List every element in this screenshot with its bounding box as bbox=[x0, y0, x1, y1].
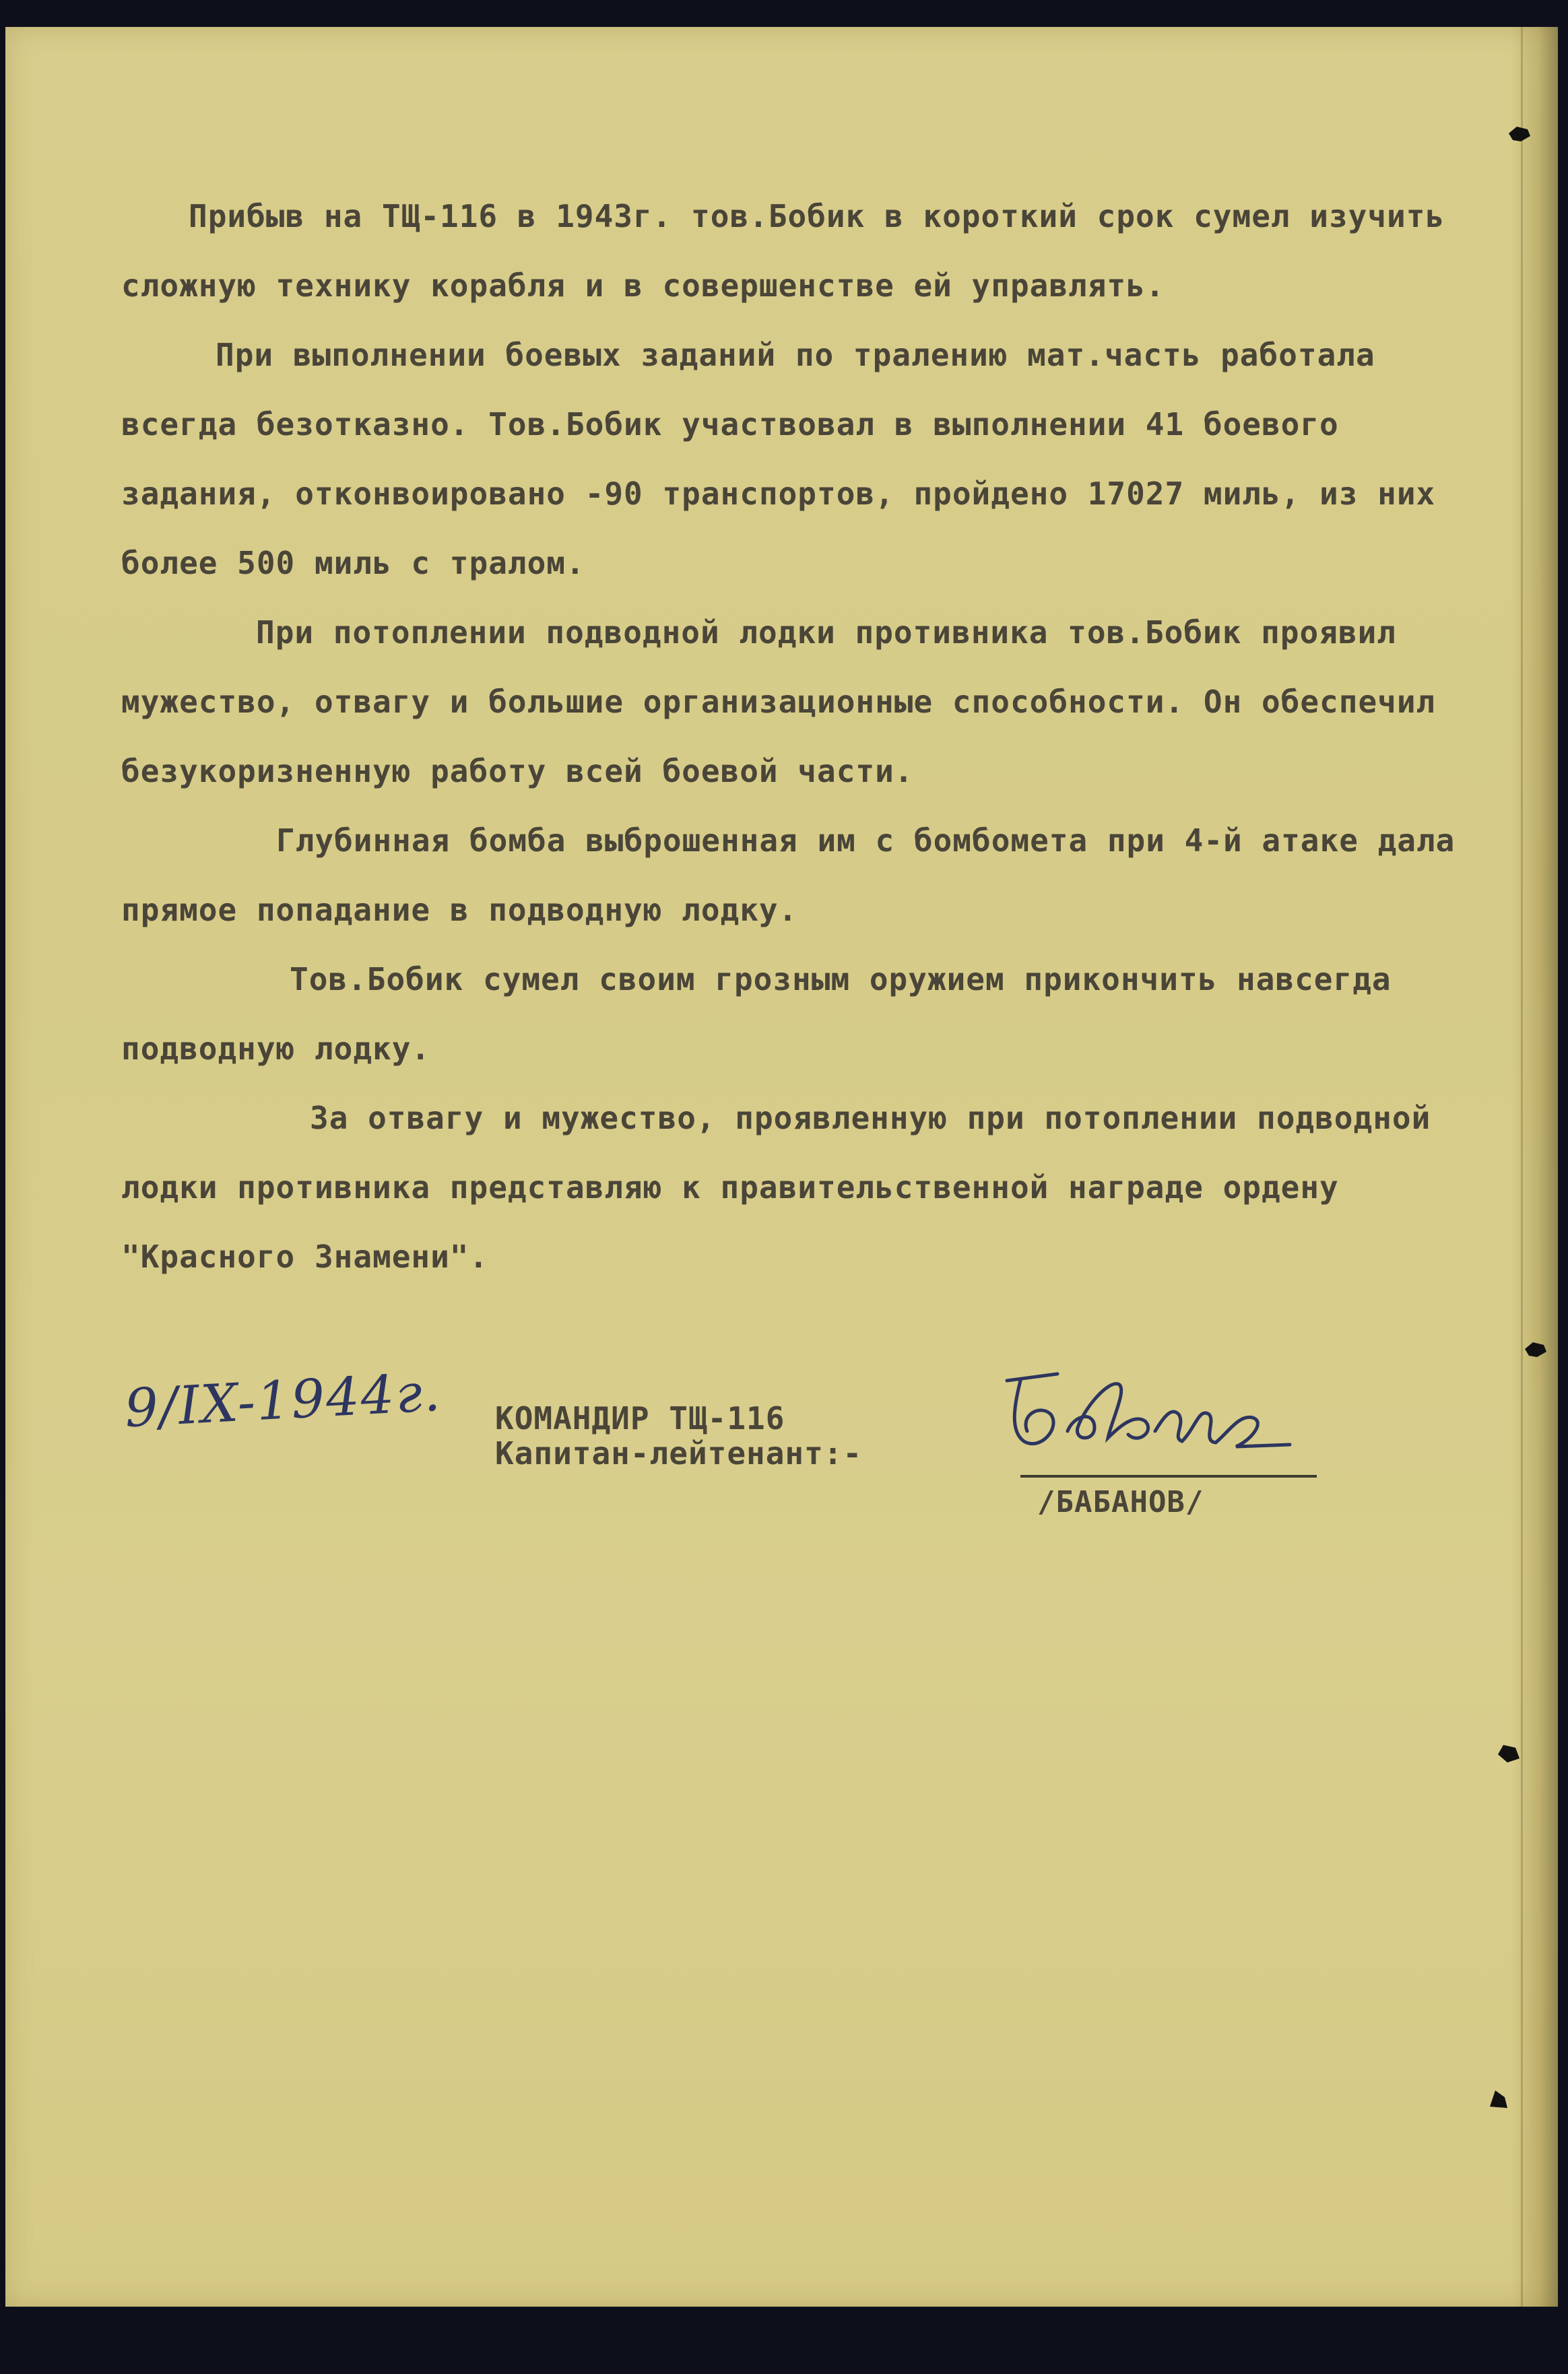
paragraph-finish-submarine: Тов.Бобик сумел своим грозным оружием прикончить навсегда подводную лодку. bbox=[121, 961, 1411, 1067]
signer-name: /БАБАНОВ/ bbox=[1037, 1485, 1204, 1519]
punch-hole-mark bbox=[1487, 2088, 1511, 2112]
punch-hole-mark bbox=[1497, 1741, 1521, 1765]
commander-rank: Капитан-лейтенант:- bbox=[495, 1435, 863, 1472]
handwritten-signature bbox=[993, 1367, 1303, 1455]
page-edge-shadow bbox=[1511, 27, 1558, 2307]
paragraph-submarine-sinking: При потоплении подводной лодки противника тов.Бобик проявил мужество, отвагу и большие организационные способности. Он обеспечил безукоризненную работу всей боевой части. bbox=[121, 614, 1455, 789]
commander-title: КОМАНДИР ТЩ-116 bbox=[495, 1400, 785, 1437]
paragraph-combat-missions: При выполнении боевых заданий по тралению мат.часть работала всегда безотказно. Тов.Бобик участвовал в выполнении 41 боевого задания, отконвоировано -90 транспортов, пройдено 17027 миль, из них более 500 миль с тралом. bbox=[121, 337, 1455, 581]
punch-hole-mark bbox=[1524, 1337, 1548, 1361]
commander-block bbox=[495, 1401, 862, 1471]
paragraph-award-recommendation: За отвагу и мужество, проявленную при потоплении подводной лодки противника представляю к правительственной награде ордену "Красного Знамени". bbox=[121, 1100, 1450, 1275]
document-body bbox=[121, 182, 1489, 1292]
punch-hole-mark bbox=[1507, 121, 1532, 145]
paragraph-depth-charge: Глубинная бомба выброшенная им с бомбомета при 4-й атаке дала прямое попадание в подводную лодку. bbox=[121, 822, 1475, 928]
signature-line bbox=[1020, 1475, 1317, 1478]
handwritten-date: 9/IX-1944г. bbox=[123, 1362, 443, 1440]
paragraph-arrival: Прибыв на ТЩ-116 в 1943г. тов.Бобик в короткий срок сумел изучить сложную технику корабля и в совершенстве ей управлять. bbox=[121, 198, 1464, 304]
